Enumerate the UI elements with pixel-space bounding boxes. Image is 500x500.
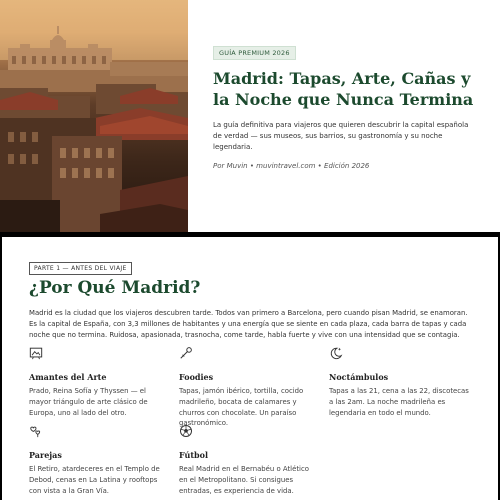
section-intro: Madrid es la ciudad que los viajeros descubren tarde. Todos van primero a Barcelona, pero cuando pisan Madrid, se enamoran. Es la capital de España, con 3,3 millones de habitantes y una energía que se siente en cada plaza, cada barra de tapas y cada noche que no termina. Ruidosa, apasionada, trasnocha, come tarde, habla fuerte y vive con una intensidad que se contagia. bbox=[29, 309, 468, 340]
feature-desc: El Retiro, atardeceres en el Templo de Debod, cenas en La Latina y rooftops con vista a la Gran Vía. bbox=[29, 465, 160, 495]
feature-couples bbox=[29, 424, 169, 496]
football-icon bbox=[179, 424, 193, 438]
madrid-skyline-photo bbox=[0, 0, 188, 232]
feature-title: Foodies bbox=[179, 372, 214, 382]
cover-title: Madrid: Tapas, Arte, Cañas y la Noche que Nunca Termina bbox=[213, 69, 474, 109]
feature-desc: Real Madrid en el Bernabéu o Atlético en el Metropolitano. Si consigues entradas, es experiencia de vida. bbox=[179, 465, 309, 495]
edition-badge: GUÍA PREMIUM 2026 bbox=[213, 46, 296, 60]
feature-art-lovers bbox=[29, 346, 169, 418]
city-illustration bbox=[0, 0, 188, 232]
feature-foodies bbox=[179, 346, 319, 429]
cover-lead: La guía definitiva para viajeros que quieren descubrir la capital española de verdad — sus museos, sus barrios, su gastronomía y su noche legendaria. bbox=[213, 121, 469, 151]
feature-football bbox=[179, 424, 319, 496]
art-frame-icon bbox=[29, 346, 43, 360]
skewer-icon bbox=[179, 346, 193, 360]
cover-text-block bbox=[213, 40, 483, 170]
cover-byline: Por Muvin • muvintravel.com • Edición 2026 bbox=[213, 162, 370, 170]
feature-nightlife bbox=[329, 346, 469, 418]
feature-title: Parejas bbox=[29, 450, 62, 460]
cover-page bbox=[0, 0, 500, 232]
section-heading: ¿Por Qué Madrid? bbox=[29, 278, 201, 298]
moon-stars-icon bbox=[329, 346, 343, 360]
feature-title: Fútbol bbox=[179, 450, 209, 460]
feature-desc: Tapas, jamón ibérico, tortilla, cocido madrileño, bocata de calamares y churros con chocolate. Un paraíso gastronómico. bbox=[179, 387, 304, 428]
feature-title: Amantes del Arte bbox=[29, 372, 107, 382]
feature-title: Noctámbulos bbox=[329, 372, 389, 382]
feature-desc: Prado, Reina Sofía y Thyssen — el mayor triángulo de arte clásico de Europa, uno al lado del otro. bbox=[29, 387, 148, 417]
why-madrid-page bbox=[2, 237, 498, 500]
feature-desc: Tapas a las 21, cena a las 22, discotecas a las 2am. La noche madrileña es legendaria en todo el mundo. bbox=[329, 387, 469, 417]
couple-hearts-icon bbox=[29, 424, 43, 438]
part-label: PARTE 1 — ANTES DEL VIAJE bbox=[29, 262, 132, 275]
